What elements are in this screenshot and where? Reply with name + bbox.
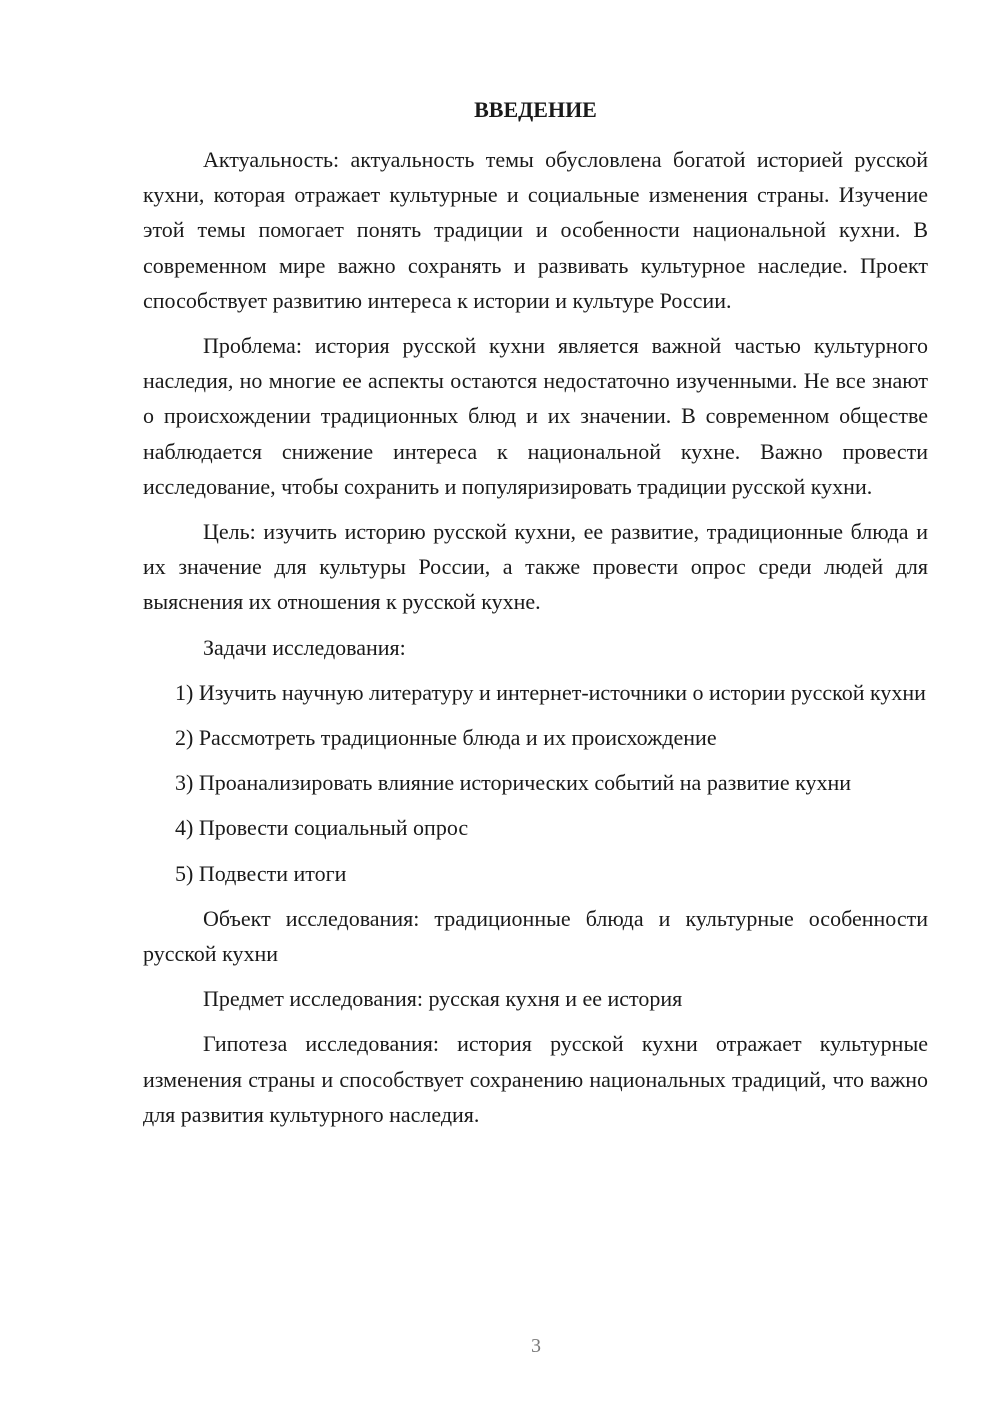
paragraph-subject: Предмет исследования: русская кухня и ее история: [203, 986, 683, 1012]
paragraph-goal: Цель: изучить историю русской кухни, ее развитие, традиционные блюда и их значение для культуры России, а также провести опрос среди людей для выяснения их отношения к русской кухне.: [143, 519, 928, 615]
paragraph-object: Объект исследования: традиционные блюда и культурные особенности русской кухни: [143, 905, 928, 967]
page-title: ВВЕДЕНИЕ: [474, 97, 597, 122]
list-item-task-2: 2) Рассмотреть традиционные блюда и их происхождение: [175, 725, 717, 751]
list-item-task-3: 3) Проанализировать влияние исторических событий на развитие кухни: [175, 770, 852, 796]
list-item-task-4: 4) Провести социальный опрос: [175, 815, 469, 841]
paragraph-hypothesis: Гипотеза исследования: история русской кухни отражает культурные изменения страны и способствует сохранению национальных традиций, что важно для развития культурного наследия.: [143, 1031, 928, 1127]
list-item-task-5: 5) Подвести итоги: [175, 860, 347, 886]
paragraph-relevance: Актуальность: актуальность темы обусловлена богатой историей русской кухни, которая отражает культурные и социальные изменения страны. Изучение этой темы помогает понять традиции и особенности национальной кухни. В современном мире важно сохранять и развивать культурное наследие. Проект способствует развитию интереса к истории и культуре России.: [143, 147, 928, 313]
list-item-task-1: 1) Изучить научную литературу и интернет-источники о истории русской кухни: [175, 679, 926, 705]
page-number: 3: [531, 1335, 541, 1357]
document-body: [143, 92, 928, 1142]
paragraph-problem: Проблема: история русской кухни является важной частью культурного наследия, но многие ее аспекты остаются недостаточно изученными. Не все знают о происхождении традиционных блюд и их значении. В современном обществе наблюдается снижение интереса к национальной кухне. Важно провести исследование, чтобы сохранить и популяризировать традиции русской кухни.: [143, 333, 928, 499]
paragraph-tasks-heading: Задачи исследования:: [203, 634, 406, 660]
